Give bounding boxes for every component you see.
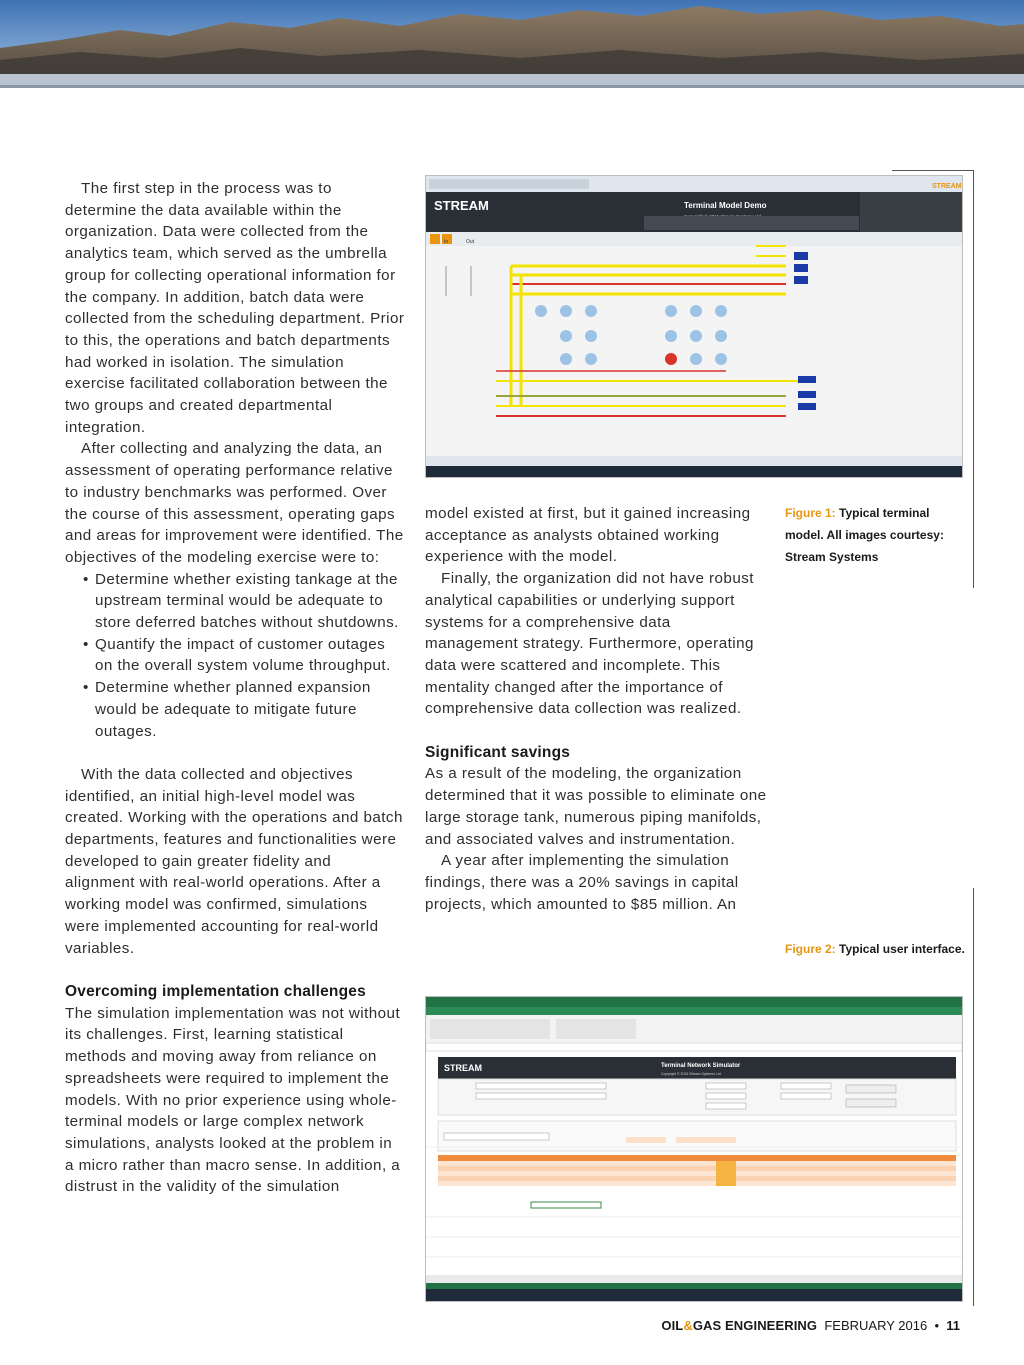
issue-date: FEBRUARY 2016 — [824, 1318, 928, 1333]
figure-2-caption: Figure 2: Typical user interface. — [785, 942, 965, 956]
paragraph: After collecting and analyzing the data, an assessment of operating performance relative to industry benchmarks was performed. Over the course of this assessment, operating gaps and areas for improvement were identified. The objectives of the modeling exercise were to: — [65, 440, 404, 566]
objectives-list — [65, 569, 405, 743]
section-heading: Overcoming implementation challenges — [65, 982, 366, 1000]
figure-1-terminal-model — [425, 175, 963, 478]
list-item: • Determine whether existing tankage at the upstream terminal would be adequate to store deferred batches without shutdowns. — [83, 570, 399, 632]
stream-logo: STREAM — [434, 198, 489, 213]
figure-2-user-interface — [425, 996, 963, 1302]
banner-divider — [0, 85, 1024, 88]
page-number: 11 — [946, 1318, 960, 1333]
article-column-1 — [65, 178, 405, 1198]
list-item: • Determine whether planned expansion would be adequate to mitigate future outages. — [83, 679, 371, 740]
figure-copyright: Copyright © 2015 Stream Systems Ltd — [661, 1072, 721, 1076]
page-footer: OIL&GAS ENGINEERING FEBRUARY 2016 • 11 — [661, 1318, 960, 1333]
figure-title: Terminal Network Simulator — [661, 1063, 741, 1069]
in-label: In — [444, 239, 449, 245]
section-heading: Significant savings — [425, 743, 571, 761]
figure-title: Terminal Model Demo — [684, 201, 767, 210]
paragraph: With the data collected and objectives identified, an initial high-level model was created. Working with the operations and batch departments, features and functionalities were developed to gain greater fidelity and alignment with real-world operations. After a working model was confirmed, simulations were implemented accounting for real-world variables. — [65, 765, 403, 957]
paragraph: Finally, the organization did not have robust analytical capabilities or underlying support systems for a comprehensive data management strategy. Furthermore, operating data were scattered and incomplete. This mentality changed after the importance of comprehensive data collection was realized. — [425, 570, 754, 718]
small-stream-logo: STREAM — [932, 183, 962, 190]
article-column-2 — [425, 503, 767, 915]
paragraph: As a result of the modeling, the organization determined that it was possible to eliminate one large storage tank, numerous piping manifolds, and associated valves and instrumentation. — [425, 765, 767, 848]
list-item: • Quantify the impact of customer outages on the overall system volume throughput. — [83, 635, 391, 675]
magazine-name: OIL&GAS ENGINEERING — [661, 1318, 818, 1333]
paragraph: model existed at first, but it gained increasing acceptance as analysts obtained working experience with the model. — [425, 505, 751, 566]
out-label: Out — [466, 239, 475, 245]
stream-logo: STREAM — [444, 1063, 482, 1073]
paragraph: The first step in the process was to determine the data available within the organization. Data were collected from the analytics team, which served as the umbrella group for collecting operational information for the company. In addition, batch data were collected from the scheduling department. Prior to this, the operations and batch departments had worked in isolation. The simulation exercise facilitated collaboration between the two groups and created departmental integration. — [65, 180, 405, 436]
figure-1-caption: Figure 1: Typical terminal model. All images courtesy: Stream Systems — [785, 506, 944, 564]
mountain-photo-banner — [0, 0, 1024, 88]
paragraph: The simulation implementation was not without its challenges. First, learning statistical methods and moving away from reliance on spreadsheets were required to implement the models. With no prior experience using whole-terminal models or large complex network simulations, analysts looked at the problem in a micro rather than macro sense. In addition, a distrust in the validity of the simulation — [65, 1004, 401, 1196]
paragraph: A year after implementing the simulation findings, there was a 20% savings in capital projects, which amounted to $85 million. An — [425, 852, 739, 913]
